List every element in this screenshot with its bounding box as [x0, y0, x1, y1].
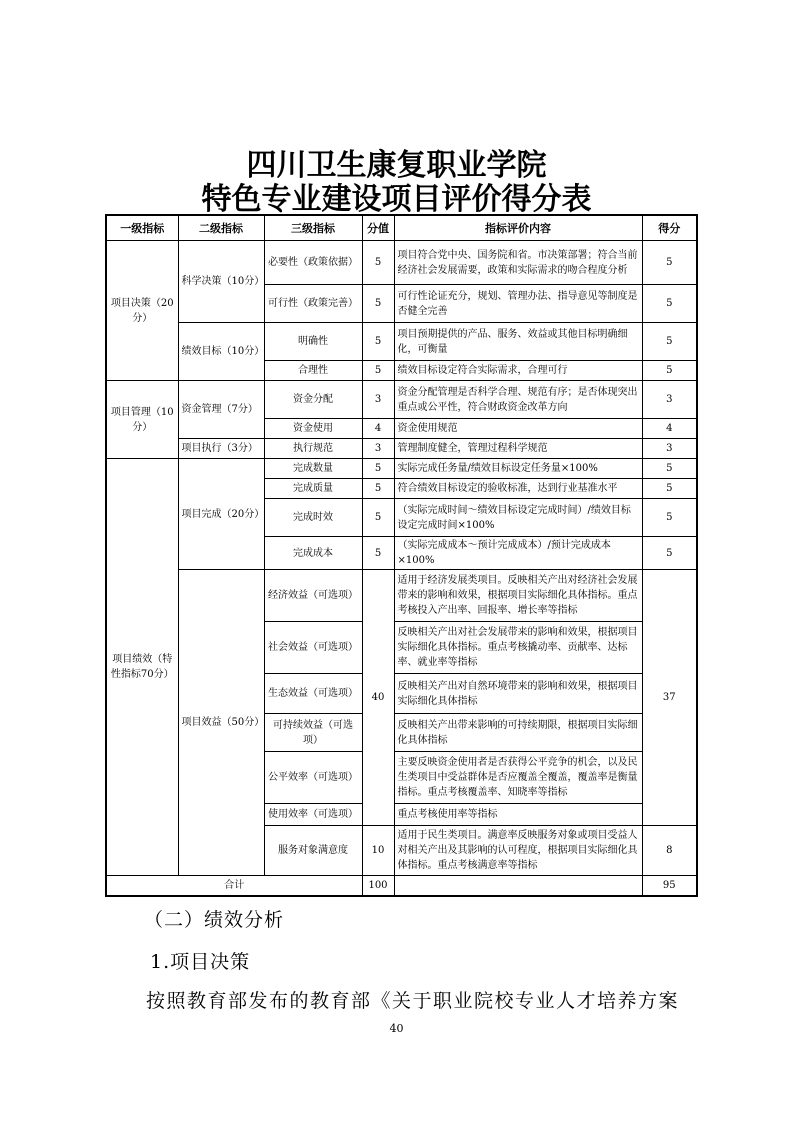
header-level2: 二级指标 [178, 215, 264, 241]
header-level3: 三级指标 [264, 215, 362, 241]
content-cell: 实际完成任务量/绩效目标设定任务量×100% [394, 459, 642, 479]
content-cell: 反映相关产出带来影响的可持续期限，根据项目实际细化具体指标 [394, 714, 642, 752]
got-cell: 8 [642, 826, 697, 876]
level2-exec: 项目执行（3分） [178, 439, 264, 459]
score-cell: 5 [362, 361, 394, 381]
score-cell: 3 [362, 381, 394, 419]
score-cell: 10 [362, 826, 394, 876]
table-row [106, 241, 697, 285]
got-cell: 3 [642, 381, 697, 419]
score-cell: 5 [362, 241, 394, 285]
header-got: 得分 [642, 215, 697, 241]
content-cell: （实际完成时间～绩效目标设定完成时间）/绩效目标设定完成时间×100% [394, 499, 642, 537]
level3-cell: 公平效率（可选项） [264, 752, 362, 804]
level3-cell: 完成时效 [264, 499, 362, 537]
score-cell: 5 [362, 459, 394, 479]
score-cell: 5 [362, 499, 394, 537]
level3-cell: 社会效益（可选项） [264, 622, 362, 674]
content-cell: （实际完成成本～预计完成成本）/预计完成成本×100% [394, 537, 642, 570]
got-cell: 5 [642, 361, 697, 381]
level3-cell: 服务对象满意度 [264, 826, 362, 876]
level3-cell: 可行性（政策完善） [264, 285, 362, 323]
table-row [106, 439, 697, 459]
content-cell: 绩效目标设定符合实际需求，合理可行 [394, 361, 642, 381]
level3-cell: 可持续效益（可选项） [264, 714, 362, 752]
got-cell: 5 [642, 537, 697, 570]
subsection-heading: 1.项目决策 [150, 951, 251, 973]
level3-cell: 必要性（政策依据） [264, 241, 362, 285]
content-cell: 资金使用规范 [394, 419, 642, 439]
content-cell: 重点考核使用率等指标 [394, 804, 642, 826]
total-row [106, 876, 697, 896]
score-cell: 5 [362, 323, 394, 361]
evaluation-table [105, 214, 698, 897]
got-cell: 4 [642, 419, 697, 439]
got-cell: 5 [642, 285, 697, 323]
level3-cell: 资金使用 [264, 419, 362, 439]
header-score: 分值 [362, 215, 394, 241]
level3-cell: 生态效益（可选项） [264, 674, 362, 714]
content-cell: 管理制度健全，管理过程科学规范 [394, 439, 642, 459]
table-header-row [106, 215, 697, 241]
level3-cell: 合理性 [264, 361, 362, 381]
score-cell: 5 [362, 537, 394, 570]
content-cell: 项目符合党中央、国务院和省。市决策部署；符合当前经济社会发展需要，政策和实际需求的吻合程度分析 [394, 241, 642, 285]
score-cell: 3 [362, 439, 394, 459]
got-cell: 5 [642, 499, 697, 537]
section-heading: （二）绩效分析 [144, 909, 285, 931]
level3-cell: 使用效率（可选项） [264, 804, 362, 826]
level3-cell: 完成成本 [264, 537, 362, 570]
effect-score-cell: 40 [362, 570, 394, 826]
level3-cell: 资金分配 [264, 381, 362, 419]
level1-decision: 项目决策（20分） [106, 241, 178, 381]
level2-sci: 科学决策（10分） [178, 241, 264, 323]
content-cell: 符合绩效目标设定的验收标准，达到行业基准水平 [394, 479, 642, 499]
score-cell: 5 [362, 479, 394, 499]
content-cell: 适用于民生类项目。满意率反映服务对象或项目受益人对相关产出及其影响的认可程度，根据项目实际细化具体指标。重点考核满意率等指标 [394, 826, 642, 876]
total-got: 95 [642, 876, 697, 896]
document-subtitle: 特色专业建设项目评价得分表 [201, 182, 592, 217]
header-level1: 一级指标 [106, 215, 178, 241]
total-label: 合计 [106, 876, 362, 896]
page-number: 40 [389, 1022, 404, 1035]
content-cell: 适用于经济发展类项目。反映相关产出对经济社会发展带来的影响和效果，根据项目实际细化具体指标。重点考核投入产出率、回报率、增长率等指标 [394, 570, 642, 622]
got-cell: 5 [642, 479, 697, 499]
table-row [106, 570, 697, 622]
got-cell: 5 [642, 323, 697, 361]
got-cell: 5 [642, 241, 697, 285]
content-cell: 项目预期提供的产品、服务、效益或其他目标明确细化，可衡量 [394, 323, 642, 361]
effect-got-cell: 37 [642, 570, 697, 826]
level3-cell: 明确性 [264, 323, 362, 361]
score-cell: 4 [362, 419, 394, 439]
table-row [106, 459, 697, 479]
level3-cell: 执行规范 [264, 439, 362, 459]
table-row [106, 323, 697, 361]
level2-effect: 项目效益（50分） [178, 570, 264, 876]
body-paragraph: 按照教育部发布的教育部《关于职业院校专业人才培养方案 [146, 990, 680, 1012]
got-cell: 3 [642, 439, 697, 459]
document-title: 四川卫生康复职业学院 [246, 148, 547, 183]
content-cell: 主要反映资金使用者是否获得公平竞争的机会，以及民生类项目中受益群体是否应覆盖全覆盖，覆盖率是衡量指标。重点考核覆盖率、知晓率等指标 [394, 752, 642, 804]
level3-cell: 经济效益（可选项） [264, 570, 362, 622]
content-cell: 反映相关产出对自然环境带来的影响和效果，根据项目实际细化具体指标 [394, 674, 642, 714]
level3-cell: 完成质量 [264, 479, 362, 499]
level1-management: 项目管理（10分） [106, 381, 178, 459]
header-content: 指标评价内容 [394, 215, 642, 241]
content-cell: 反映相关产出对社会发展带来的影响和效果，根据项目实际细化具体指标。重点考核撬动率、贡献率、达标率、就业率等指标 [394, 622, 642, 674]
table-row [106, 381, 697, 419]
score-cell: 5 [362, 285, 394, 323]
level2-fund: 资金管理（7分） [178, 381, 264, 439]
total-score: 100 [362, 876, 394, 896]
content-cell: 资金分配管理是否科学合理、规范有序；是否体现突出重点或公平性，符合财政资金改革方向 [394, 381, 642, 419]
got-cell: 5 [642, 459, 697, 479]
level2-complete: 项目完成（20分） [178, 459, 264, 570]
level2-goal: 绩效目标（10分） [178, 323, 264, 381]
content-cell: 可行性论证充分，规划、管理办法、指导意见等制度是否健全完善 [394, 285, 642, 323]
level3-cell: 完成数量 [264, 459, 362, 479]
level1-performance: 项目绩效（特性指标70分） [106, 459, 178, 876]
total-content-empty [394, 876, 642, 896]
